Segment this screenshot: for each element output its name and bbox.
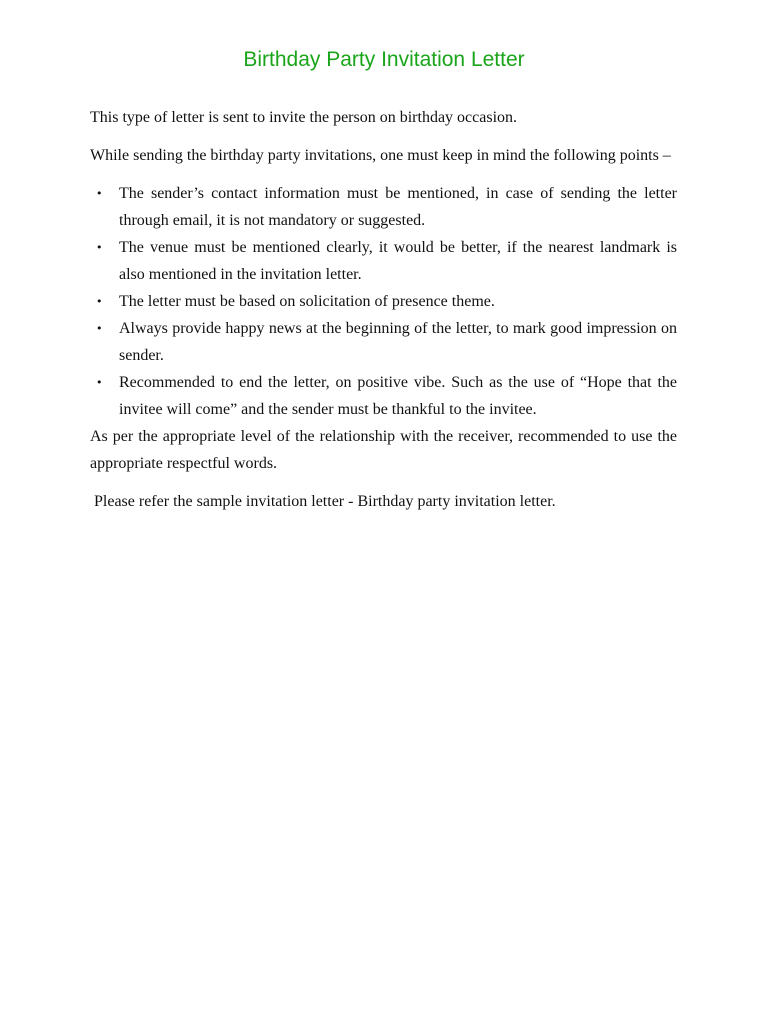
list-item [90,234,677,288]
lead-in-paragraph: While sending the birthday party invitations, one must keep in mind the following points – [90,147,671,164]
page-title: Birthday Party Invitation Letter [243,48,525,71]
closing-paragraph: As per the appropriate level of the relationship with the receiver, recommended to use the appropriate respectful words. [90,428,677,472]
list-item [90,315,677,369]
list-item-text: The sender’s contact information must be mentioned, in case of sending the letter through email, it is not mandatory or suggested. [119,185,677,229]
list-item [90,369,677,423]
intro-paragraph: This type of letter is sent to invite the person on birthday occasion. [90,109,518,126]
document-body [90,104,677,515]
bullet-icon: • [96,376,103,389]
bullet-icon: • [96,295,103,308]
list-item [90,288,677,315]
list-item-text: The venue must be mentioned clearly, it would be better, if the nearest landmark is also mentioned in the invitation letter. [119,239,677,283]
bullet-icon: • [96,322,103,335]
bullet-icon: • [96,187,103,200]
list-item-text: Always provide happy news at the beginning of the letter, to mark good impression on sender. [119,320,677,364]
reference-paragraph: Please refer the sample invitation letter - Birthday party invitation letter. [94,493,556,510]
list-item-text: Recommended to end the letter, on positive vibe. Such as the use of “Hope that the invitee will come” and the sender must be thankful to the invitee. [119,374,677,418]
list-item-text: The letter must be based on solicitation of presence theme. [119,293,495,310]
list-item [90,180,677,234]
points-list [90,180,677,423]
bullet-icon: • [96,241,103,254]
